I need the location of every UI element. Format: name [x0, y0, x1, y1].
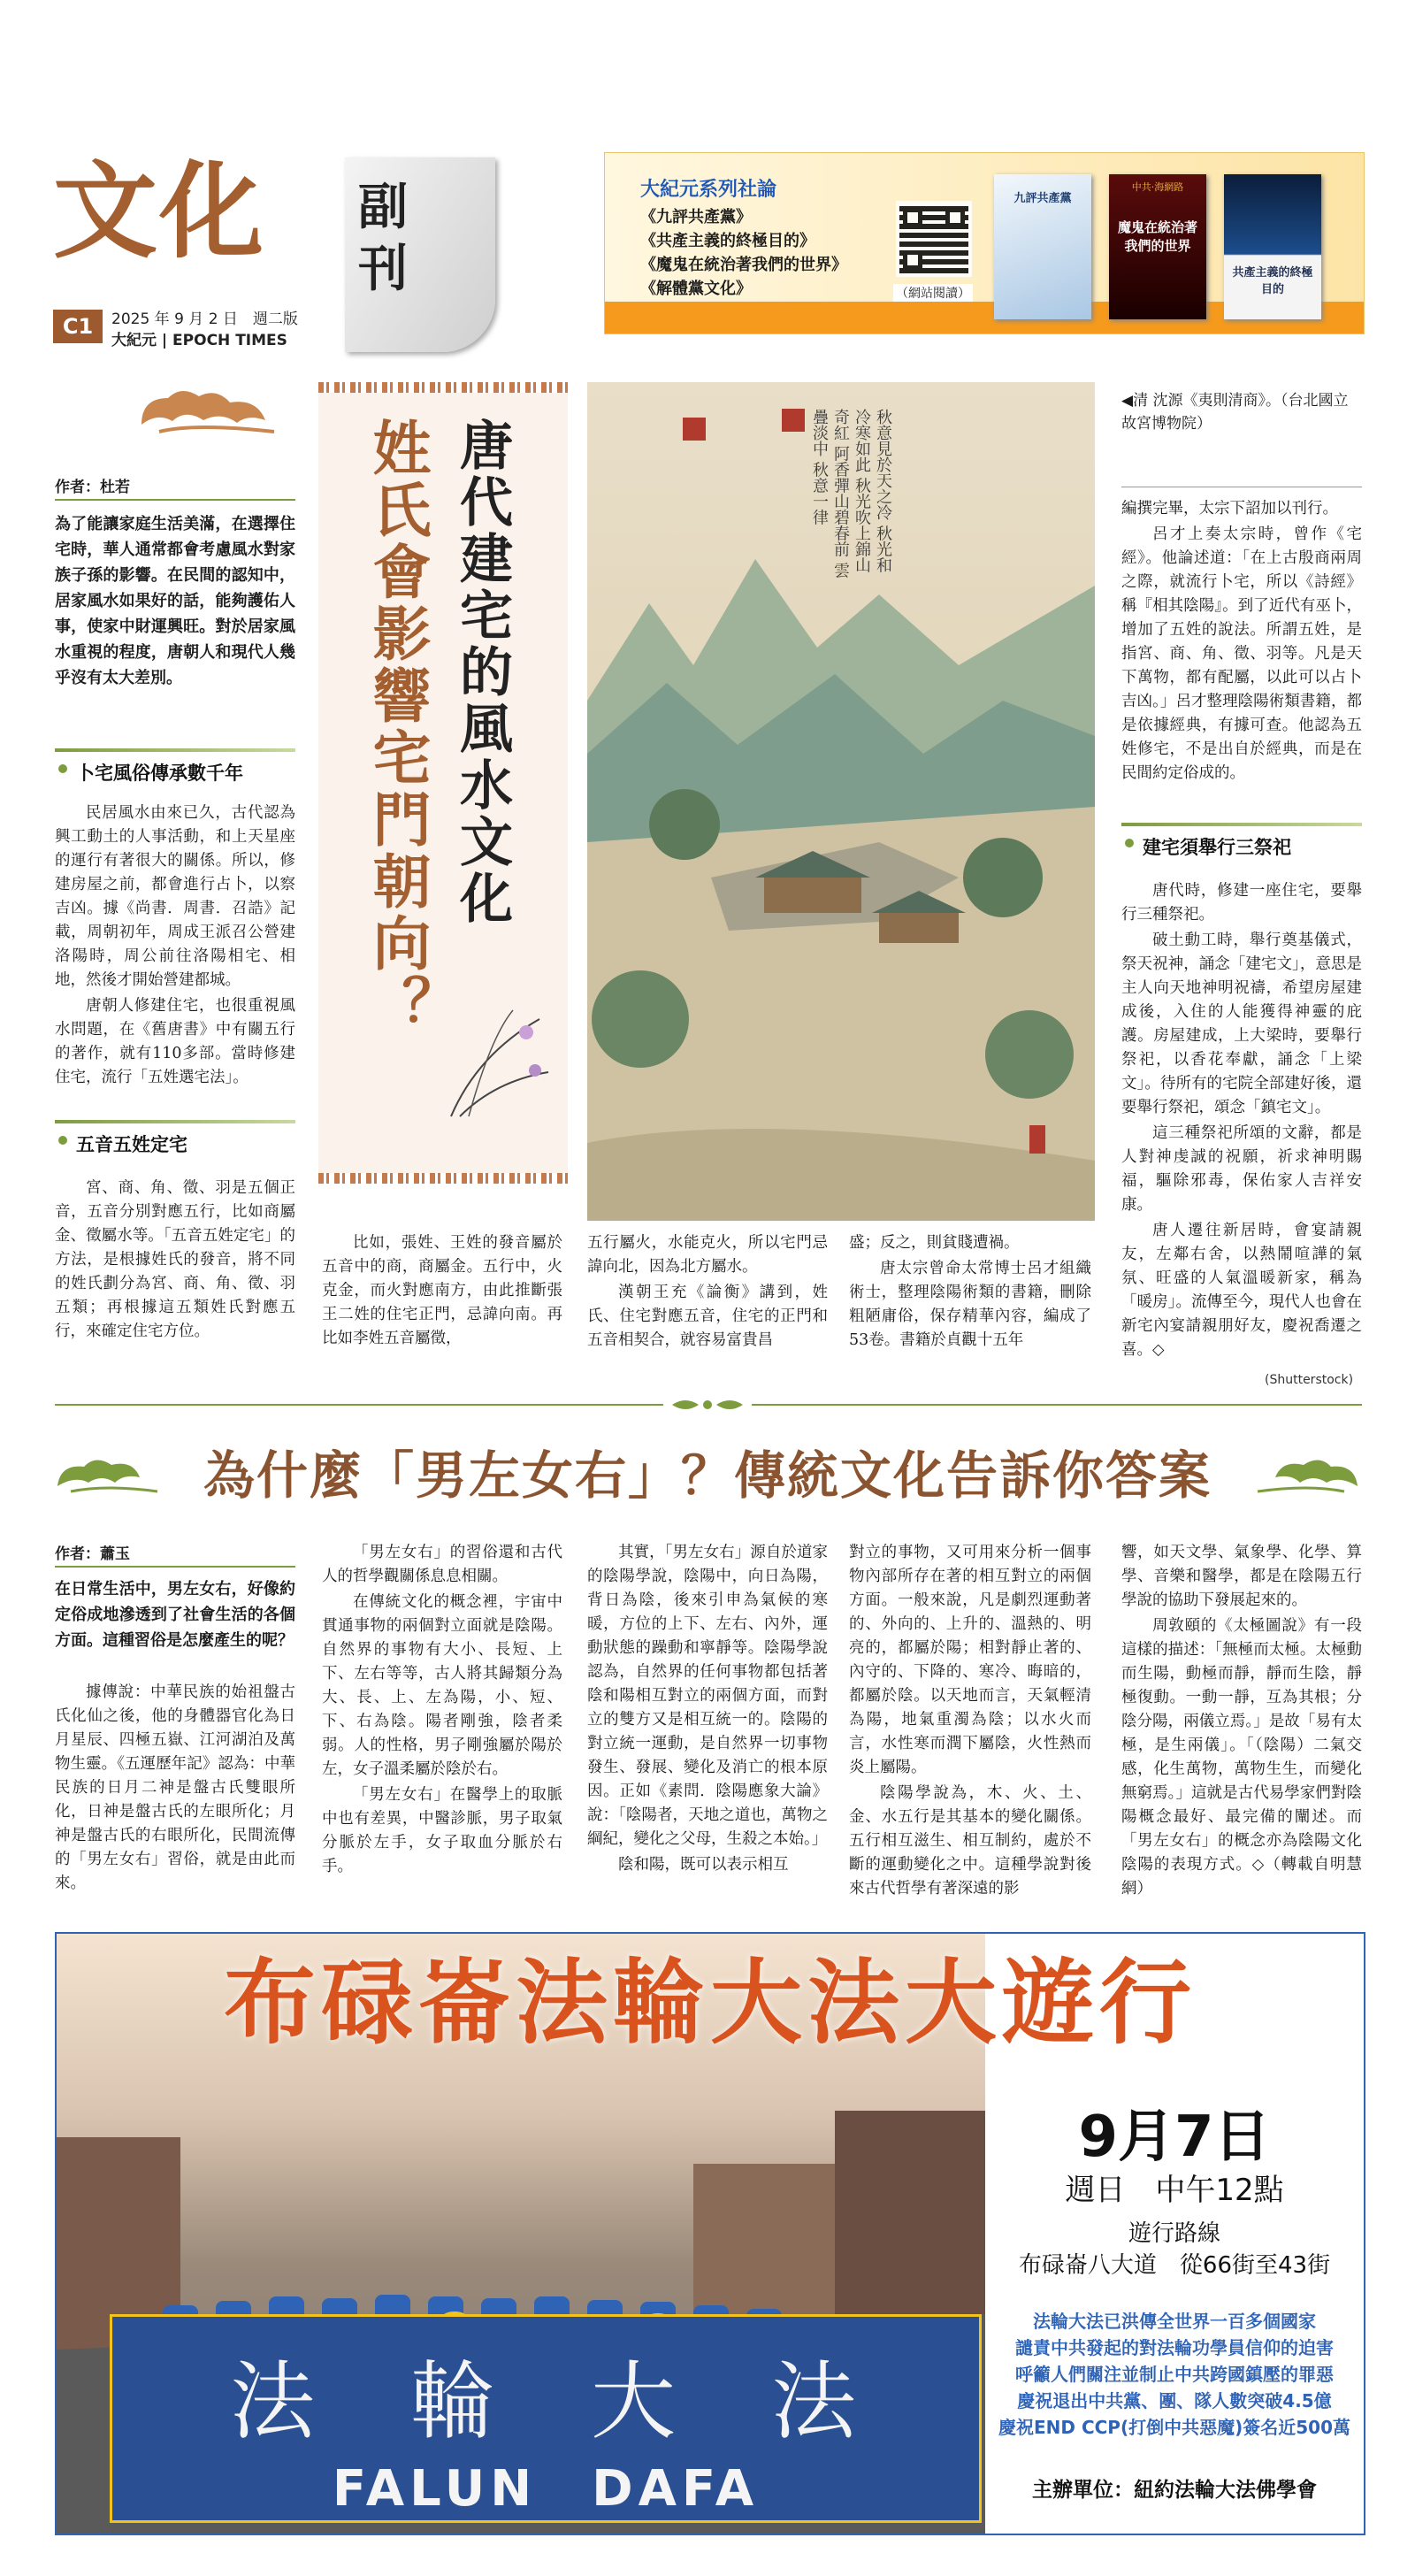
article1-lead: 為了能讓家庭生活美滿，在選擇住宅時，華人通常都會考慮風水對家族子孫的影響。在民間的認知中，居家風水如果好的話，能夠護佑人事，使家中財運興旺。對於居家風水重視的程度，唐朝人和現代人幾乎沒有太大差別。: [55, 515, 295, 687]
article2-col4: [849, 1541, 1091, 1903]
ad-message-4: 慶祝退出中共黨、團、隊人數突破4.5億: [1017, 2390, 1332, 2411]
paragraph: 唐朝人修建住宅，也很重視風水問題，在《舊唐書》中有關五行的著作，就有110多部。當時修建住宅，流行「五姓選宅法」。: [55, 997, 295, 1086]
article2-author-rule: [55, 1566, 295, 1568]
section-code: C1: [53, 310, 103, 343]
ad-title: 布碌崙法輪大法大遊行: [223, 1949, 1197, 2057]
article1-col5-top: [1121, 497, 1362, 787]
divider-ornament-icon: [663, 1392, 752, 1417]
painting-image: [587, 382, 1095, 1221]
paragraph: 在傳統文化的概念裡，宇宙中貫通事物的兩個對立面就是陰陽。自然界的事物有大小、長短、上下、左右等等，古人將其歸類分為大、長、上、左為陽，小、短、下、右為陰。陽者剛強，陰者柔弱。人的性格，男子剛強屬於陽於左，女子溫柔屬於陰於右。: [322, 1593, 562, 1778]
paragraph: 響，如天文學、氣象學、化學、算學、音樂和醫學，都是在陰陽五行學說的協助下發展起來的。: [1121, 1544, 1362, 1609]
paragraph: 據傳說：中華民族的始祖盤古氏化仙之後，他的身體器官化為日月星辰、四極五嶽、江河湖泊及萬物生靈。《五運歷年記》認為：中華民族的日月二神是盤古氏雙眼所化，日神是盤古氏的左眼所化；月神是盤古氏的右眼所化，民間流傳的「男左女右」習俗，就是由此而來。: [55, 1683, 295, 1892]
article2-col2: [322, 1541, 562, 1881]
qr-caption: （網站閱讀）: [893, 284, 973, 302]
article1-author: 作者：杜若: [55, 479, 130, 496]
paragraph: 「男左女右」在醫學上的取脈中也有差異，中醫診脈，男子取氣分脈於左手，女子取血分脈於右手。: [322, 1786, 562, 1875]
article1-headline-box: [318, 382, 568, 1184]
ad-message-5: 慶祝END CCP(打倒中共惡魔)簽名近500萬: [998, 2417, 1350, 2438]
parade-ad[interactable]: [55, 1932, 1365, 2535]
article1-col1-top: [55, 801, 295, 1092]
promo-heading: 大紀元系列社論: [640, 179, 777, 201]
article1-author-rule: [55, 499, 295, 501]
paragraph: 陰和陽，既可以表示相互: [618, 1856, 789, 1874]
paragraph: 民居風水由來已久，古代認為興工動土的人事活動，和上天星座的運行有著很大的關係。所以，修建房屋之前，都會進行占卜，以察吉凶。據《尚書．周書．召誥》記載，周朝初年，周成王派召公營建洛陽時，周公前往洛陽相宅、相地，然後才開始營建都城。: [55, 804, 295, 989]
article2-col1: [55, 1681, 295, 1898]
painting-inscription: 秋意見於天之冷 秋光和冷寒如此 秋光吹上錦山奇紅 阿香彈山碧春前 雲疊淡中 秋意一律: [810, 409, 892, 579]
article1-col2: [322, 1231, 562, 1353]
ad-message-1: 法輪大法已洪傳全世界一百多個國家: [1033, 2311, 1316, 2332]
masthead-big-title: 文化: [53, 150, 266, 272]
promo-item-4[interactable]: 《解體黨文化》: [640, 280, 752, 298]
masthead-sub-2: 刊: [358, 241, 408, 298]
paragraph: 比如，張姓、王姓的發音屬於五音中的商，商屬金。五行中，火克金，而火對應南方，由此推斷張王二姓的住宅正門，忌諱向南。再比如李姓五音屬徵，: [322, 1234, 562, 1347]
book-cover-1[interactable]: 九評共產黨: [994, 174, 1091, 319]
masthead-sub-1: 副: [358, 179, 408, 236]
book-cover-3[interactable]: 共產主義的終極目的: [1224, 174, 1321, 319]
falun-dafa-banner: [110, 2314, 982, 2523]
article1-headline-1: 唐代建宅的風水文化: [451, 418, 513, 927]
paragraph: 對立的事物，又可用來分析一個事物內部所存在著的相互對立的兩個方面。一般來說，凡是劇烈運動著的、外向的、上升的、溫熱的、明亮的，都屬於陽；相對靜止著的、內守的、下降的、寒冷、晦暗的，都屬於陰。以天地而言，天氣輕清為陽，地氣重濁為陰；以水火而言，水性寒而潤下屬陰，火性熱而炎上屬陽。: [849, 1544, 1091, 1776]
ad-message-2: 譴責中共發起的對法輪功學員信仰的迫害: [1015, 2337, 1334, 2358]
article1-col4: [849, 1231, 1091, 1354]
ad-route-label: 遊行路線: [1128, 2220, 1220, 2247]
banner-chinese: 法 輪 大 法: [230, 2352, 861, 2451]
paragraph: 漢朝王充《論衡》講到，姓氏、住宅對應五音，住宅的正門和五音相契合，就容易富貴昌: [587, 1284, 828, 1349]
issue-date: 2025 年 9 月 2 日 週二版: [111, 310, 298, 328]
book-cover-2[interactable]: 中共‧海網路 魔鬼在統治著我們的世界: [1109, 174, 1206, 319]
paragraph: 盛；反之，則貧賤遭禍。: [849, 1234, 1020, 1252]
article2-lead: 在日常生活中，男左女右，好像約定俗成地滲透到了社會生活的各個方面。這種習俗是怎麼產生的呢？: [55, 1580, 295, 1650]
paragraph: 五行屬火，水能克火，所以宅門忌諱向北，因為北方屬水。: [587, 1234, 828, 1276]
paragraph: 陰陽學說為，木、火、土、金、水五行是其基本的變化關係。五行相互滋生、相互制約，處於不斷的運動變化之中。這種學說對後來古代哲學有著深遠的影: [849, 1784, 1091, 1898]
article2-col5: [1121, 1541, 1362, 1903]
cloud-ornament-icon: [133, 380, 283, 442]
article2-author: 作者：蕭玉: [55, 1545, 130, 1563]
article2-col3: [587, 1541, 828, 1879]
promo-item-2[interactable]: 《共產主義的終極目的》: [640, 232, 815, 250]
promo-item-1[interactable]: 《九評共產黨》: [640, 208, 752, 226]
paragraph: 其實，「男左女右」源自於道家的陰陽學說，陰陽中，向日為陽，背日為陰，後來引申為氣候的寒暖，方位的上下、左右、內外，運動狀態的躁動和寧靜等。陰陽學說認為，自然界的任何事物都包括著陰和陽相互對立的兩個方面，而對立的雙方又是相互統一的。陰陽的對立統一運動，是自然界一切事物發生、發展、變化及消亡的根本原因。正如《素問．陰陽應象大論》說：「陰陽者，天地之道也，萬物之綱紀，變化之父母，生殺之本始。」: [587, 1544, 828, 1848]
paragraph: 「男左女右」的習俗還和古代人的哲學觀關係息息相關。: [322, 1544, 562, 1585]
pattern-border-bottom: [318, 1173, 568, 1184]
article1-subhead-1: 卜宅風俗傳承數千年: [55, 748, 295, 787]
masthead: [53, 150, 566, 354]
paragraph: 周敦頤的《太極圖說》有一段這樣的描述：「無極而太極。太極動而生陽，動極而靜，靜而生陰，靜極復動。一動一靜，互為其根；分陰分陽，兩儀立焉。」是故「易有太極，是生兩儀」。「（陰陽）二氣交感，化生萬物，萬物生生，而變化無窮焉。」這就是古代易學家們對陰陽概念最好、最完備的闡述。而「男左女右」的概念亦為陰陽文化陰陽的表現方式。◇（轉載自明慧網）: [1121, 1617, 1362, 1898]
ad-message-3: 呼籲人們關注並制止中共跨國鎮壓的罪惡: [1015, 2364, 1334, 2385]
orchid-icon: [442, 1001, 557, 1125]
promo-item-3[interactable]: 《魔鬼在統治著我們的世界》: [640, 256, 847, 274]
promo-banner[interactable]: [604, 152, 1365, 334]
paragraph: 編撰完畢，太宗下詔加以刊行。: [1121, 500, 1338, 518]
paragraph: 破土動工時，舉行奠基儀式，祭天祝神，誦念「建宅文」，意思是主人向天地神明祝禱，希望房屋建成後，入住的人能獲得神靈的庇護。房屋建成，上大梁時，要舉行祭祀，以香花奉獻，誦念「上梁文」。待所有的宅院全部建好後，還要舉行祭祀，頌念「鎮宅文」。: [1121, 932, 1362, 1116]
photo-credit: (Shutterstock): [1265, 1373, 1354, 1387]
banner-english: FALUN DAFA: [332, 2460, 760, 2518]
paragraph: 唐太宗曾命太常博士呂才組織術士，整理陰陽術類的書籍，刪除粗陋庸俗，保存精華內容，編成了53卷。書籍於貞觀十五年: [849, 1260, 1091, 1349]
article1-subhead-2: 五音五姓定宅: [55, 1120, 295, 1159]
article1-col1-bottom: [55, 1177, 295, 1346]
cloud-left-icon: [53, 1451, 159, 1499]
article1-headline-2: 姓氏會影響宅門朝向？: [363, 418, 431, 1037]
ad-date: 9月7日: [1078, 2104, 1271, 2170]
pattern-border-top: [318, 382, 568, 393]
painting-caption: ◀清 沈源《夷則清商》。（台北國立故宮博物院）: [1121, 392, 1349, 433]
qr-code-icon[interactable]: [899, 204, 968, 273]
paper-name: 大紀元 | EPOCH TIMES: [111, 332, 287, 349]
paragraph: 這三種祭祀所頌的文辭，都是人對神虔誠的祝願，祈求神明賜福，驅除邪毒，保佑家人吉祥安康。: [1121, 1124, 1362, 1214]
article1-subhead-3: 建宅須舉行三祭祀: [1121, 823, 1362, 862]
ad-time: 週日 中午12點: [1065, 2173, 1284, 2208]
ad-route: 布碌崙八大道 從66街至43街: [1018, 2252, 1331, 2279]
paragraph: 呂才上奏太宗時，曾作《宅經》。他論述道：「在上古殷商兩周之際，就流行卜宅，所以《詩經》稱『相其陰陽』。到了近代有巫卜，增加了五姓的說法。所謂五姓，是指宮、商、角、徵、羽等。凡是天下萬物，都有配屬，以此可以占卜吉凶。」呂才整理陰陽術類書籍，都是依據經典，有據可查。他認為五姓修宅，不是出自於經典，而是在民間約定俗成的。: [1121, 525, 1362, 782]
ad-organizer: 主辦單位：紐約法輪大法佛學會: [1032, 2479, 1317, 2502]
article2-headline: 為什麼「男左女右」？傳統文化告訴你答案: [203, 1445, 1212, 1506]
article1-col5-bottom: [1121, 879, 1362, 1364]
article1-col3: [587, 1231, 828, 1354]
paragraph: 宮、商、角、徵、羽是五個正音，五音分別對應五行，比如商屬金、徵屬水等。「五音五姓定宅」的方法，是根據姓氏的發音，將不同的姓氏劃分為宮、商、角、徵、羽五類；再根據這五類姓氏對應五行，來確定住宅方位。: [55, 1179, 295, 1340]
cloud-right-icon: [1256, 1451, 1362, 1499]
paragraph: 唐人遷往新居時，會宴請親友，左鄰右舍，以熱鬧喧譁的氣氛、旺盛的人氣溫暖新家，稱為「暖房」。流傳至今，現代人也會在新宅內宴請親朋好友，慶祝喬遷之喜。◇: [1121, 1222, 1362, 1359]
paragraph: 唐代時，修建一座住宅，要舉行三種祭祀。: [1121, 882, 1362, 924]
ad-info-panel: [985, 2084, 1364, 2534]
